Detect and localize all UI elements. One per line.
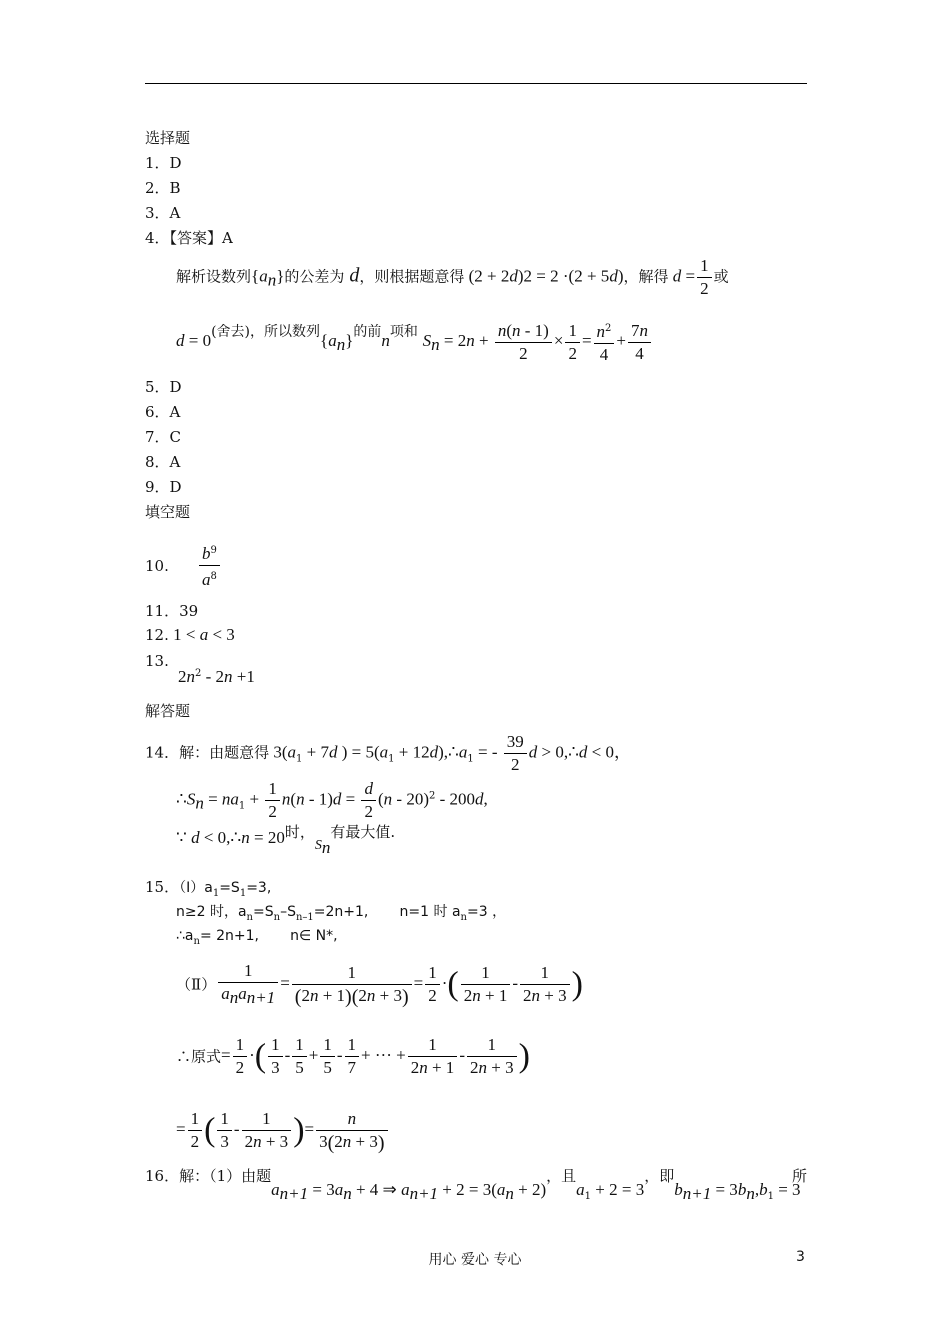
answer-8: 8．A: [145, 453, 181, 471]
page-number: 3: [796, 1249, 805, 1265]
footer-text: 用心 爱心 专心: [428, 1252, 522, 1268]
q16-line1: 16．解：（1）由题$a_{n+1} = 3a_n + 4$ ⇒ $a_{n+1} + 2 = 3(a_n + 2)$，且$a_1 + 2 = 3$，即$b_{n+1} = 3b_n,b_1 = 3$ 所: [145, 1167, 807, 1203]
answer-6: 6．A: [145, 403, 181, 421]
answer-3: 3．A: [145, 204, 181, 222]
q15-line1: 15．$(Ⅰ)a_1=S_1=3$,: [145, 878, 272, 899]
q4-solution-line1: 解析设数列$\{a_n\}$的公差为 d，则根据题意得 (2 + 2d)2 = 2 ·(2 + 5d)，解得 d = $\frac{1}{2}$ 或: [176, 256, 729, 298]
header-rule: [145, 83, 807, 84]
q14-line2: $\therefore S_n = na_1$ + $\frac{1}{2}$ n(n - 1)d = $\frac{d}{2}$ (n - 20)$^2$ - 200d,: [176, 779, 488, 821]
q14-line1: 14．解：由题意得 $3(a_1 + 7d$ ) = $5(a_1$ + $12d),\therefore a_1$ = - $\frac{39}{2}$ d > 0,∴d < 0，: [145, 732, 631, 774]
q4-solution-line2: $d = 0^{(舍去),所以数列}\{a_n\}^{的前}n^{项和}$ $S_n = 2n$ + $\frac{n(n - 1)}{2}$ × $\frac{1}{2}$ = $\frac{n^2}{4}$ + $\frac{7n}{4}$: [176, 318, 653, 366]
q15-part2: （Ⅱ） $\frac{1}{a_na_{n+1}}$ = $\frac{1}{(2n + 1)(2n + 3)}$ = $\frac{1}{2}$ ·( $\frac{1}{2n + 1}$ - $\frac{1}{2n + 3}$ ): [176, 961, 583, 1008]
answer-7: 7．C: [145, 428, 182, 446]
q15-result: = $\frac{1}{2}$ ( $\frac{1}{3}$ - $\frac{1}{2n + 3}$ )= $\frac{n}{3(2n + 3)}$: [176, 1108, 390, 1153]
fill-13-expr: $2n^2 - 2n +1$: [178, 667, 255, 686]
q15-sum: ∴原式= $\frac{1}{2}$ ·( $\frac{1}{3}$ - $\frac{1}{5}$ + $\frac{1}{5}$ - $\frac{1}{7}$ + ··· + $\frac{1}{2n + 1}$ - $\frac{1}{2n + 3}$ ): [176, 1035, 530, 1077]
answer-1: 1．D: [145, 154, 182, 172]
section-fill: 填空题: [145, 503, 191, 521]
fill-10: 10. $\frac{b^9}{a^8}$: [145, 540, 222, 591]
fill-12: 12. 1 < a < 3: [145, 625, 235, 644]
q15-line2: n≥2 时，$a_n=S_n-S_{n-1}=2n+1$, n=1 时 $a_n=3$ ，: [176, 904, 507, 923]
answer-9: 9．D: [145, 478, 182, 496]
q14-line3: ∵ d < 0,∴n = 20时，$S_n$有最大值.: [176, 823, 396, 857]
answer-2: 2．B: [145, 179, 181, 197]
section-choice: 选择题: [145, 129, 191, 147]
answer-4: 4．【答案】A: [145, 229, 233, 247]
q15-line3: $\therefore a_n= 2n+1$, n∈ N*,: [176, 928, 338, 947]
fill-11: 11．39: [145, 602, 199, 620]
section-answer: 解答题: [145, 702, 191, 720]
fill-13-label: 13.: [145, 652, 169, 670]
answer-5: 5．D: [145, 378, 182, 396]
